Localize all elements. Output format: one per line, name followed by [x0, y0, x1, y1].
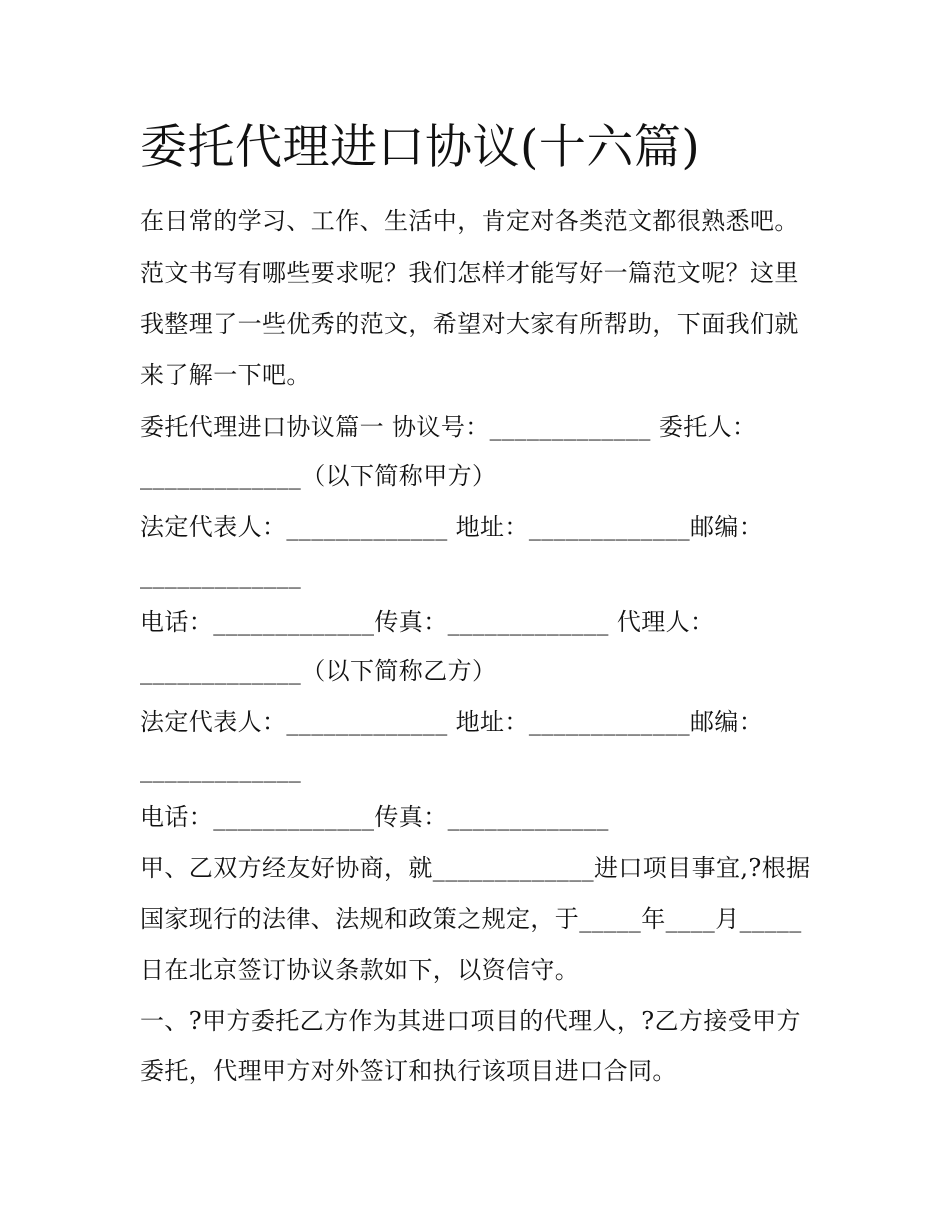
- agreement-body-line-2: 国家现行的法律、法规和政策之规定，于_____年____月_____: [140, 905, 802, 933]
- agreement-header-line: 委托代理进口协议篇一 协议号：_____________ 委托人：: [140, 413, 757, 441]
- intro-line-2: 范文书写有哪些要求呢？我们怎样才能写好一篇范文呢？这里: [140, 259, 799, 287]
- document-title: 委托代理进口协议(十六篇): [140, 120, 701, 175]
- party-b-postcode-blank: _____________: [140, 755, 302, 783]
- clause-one-line-1: 一、?甲方委托乙方作为其进口项目的代理人，?乙方接受甲方: [140, 1007, 801, 1035]
- party-b-representative-line: 法定代表人：_____________ 地址：_____________邮编：: [140, 708, 764, 736]
- intro-line-3: 我整理了一些优秀的范文，希望对大家有所帮助，下面我们就: [140, 310, 799, 338]
- party-b-phone-line: 电话：_____________传真：_____________: [140, 803, 609, 831]
- party-b-line: _____________（以下简称乙方）: [140, 657, 497, 685]
- party-a-postcode-blank: _____________: [140, 561, 302, 589]
- party-a-line: _____________（以下简称甲方）: [140, 462, 497, 490]
- party-a-representative-line: 法定代表人：_____________ 地址：_____________邮编：: [140, 513, 764, 541]
- clause-one-line-2: 委托，代理甲方对外签订和执行该项目进口合同。: [140, 1057, 677, 1085]
- agreement-body-line-3: 日在北京签订协议条款如下，以资信守。: [140, 956, 580, 984]
- intro-line-1: 在日常的学习、工作、生活中，肯定对各类范文都很熟悉吧。: [140, 207, 799, 235]
- party-a-phone-line: 电话：_____________传真：_____________ 代理人：: [140, 608, 715, 636]
- intro-line-4: 来了解一下吧。: [140, 361, 311, 389]
- agreement-body-line-1: 甲、乙双方经友好协商，就_____________进口项目事宜,?根据: [140, 854, 811, 882]
